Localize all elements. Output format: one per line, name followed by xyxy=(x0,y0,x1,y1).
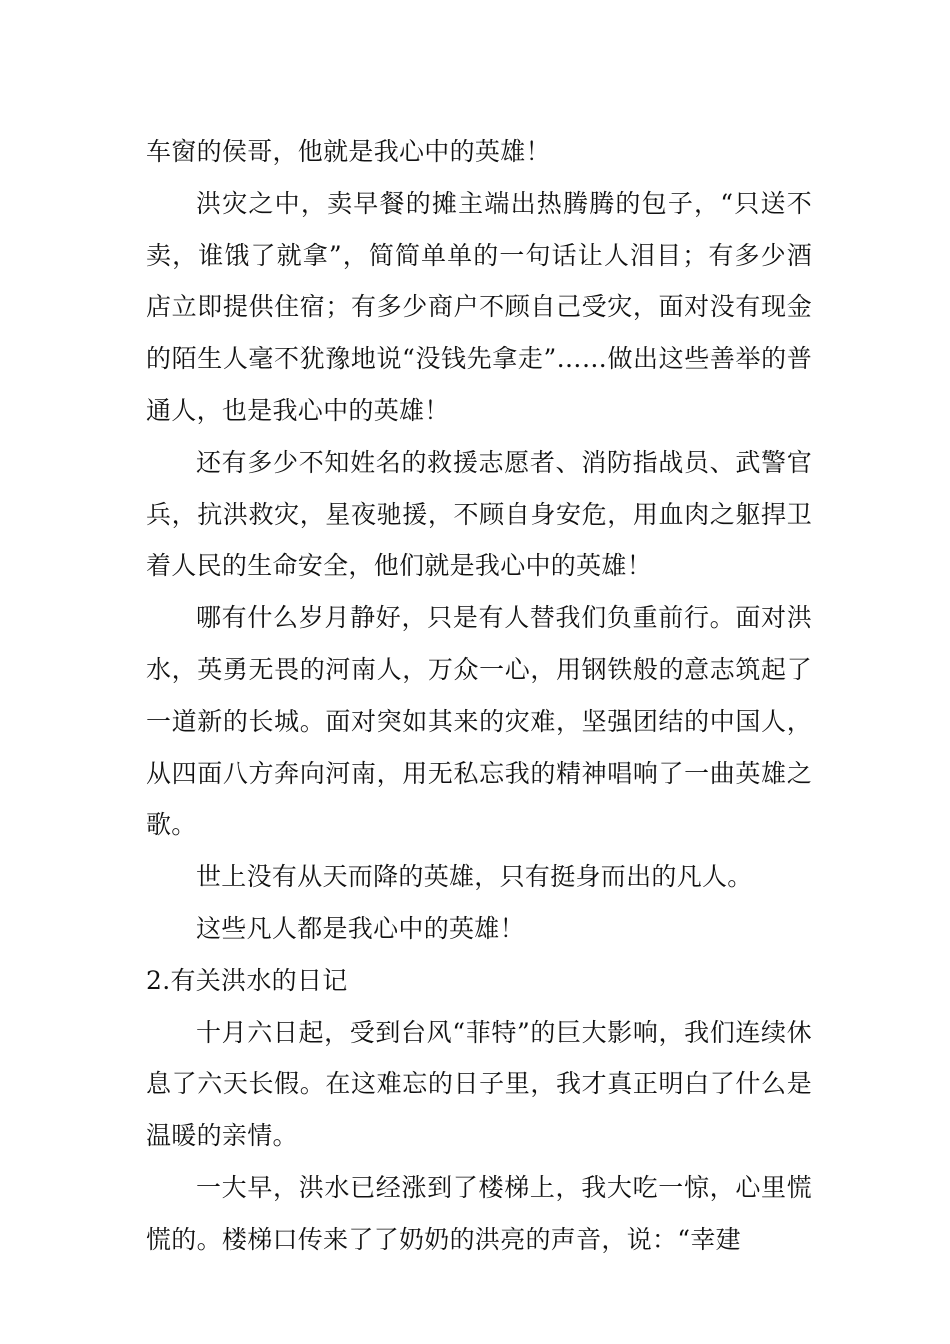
paragraph-continuation: 车窗的侯哥，他就是我心中的英雄！ xyxy=(146,137,551,166)
paragraph-henan-people: 哪有什么岁月静好，只是有人替我们负重前行。面对洪水，英勇无畏的河南人，万众一心，用钢铁般的意志筑起了一道新的长城。面对突如其来的灾难，坚强团结的中国人，从四面八方奔向河南，用无私忘我的精神唱响了一曲英雄之歌。 xyxy=(146,603,812,840)
section-heading: 2.有关洪水的日记 xyxy=(146,965,348,995)
paragraph-breakfast-vendor: 洪灾之中，卖早餐的摊主端出热腾腾的包子，“只送不卖，谁饿了就拿”，简简单单的一句话让人泪目；有多少酒店立即提供住宿；有多少商户不顾自己受灾，面对没有现金的陌生人毫不犹豫地说“没钱先拿走”……做出这些善举的普通人，也是我心中的英雄！ xyxy=(146,188,812,425)
paragraph-typhoon: 十月六日起，受到台风“菲特”的巨大影响，我们连续休息了六天长假。在这难忘的日子里，我才真正明白了什么是温暖的亲情。 xyxy=(146,1017,812,1151)
document-body xyxy=(146,126,812,1266)
paragraph-ordinary-heroes: 世上没有从天而降的英雄，只有挺身而出的凡人。 xyxy=(196,862,753,892)
paragraph-closing: 这些凡人都是我心中的英雄！ xyxy=(196,913,525,943)
paragraph-rescuers: 还有多少不知姓名的救援志愿者、消防指战员、武警官兵，抗洪救灾，星夜驰援，不顾自身安危，用血肉之躯捍卫着人民的生命安全，他们就是我心中的英雄！ xyxy=(146,447,812,581)
paragraph-morning-flood: 一大早，洪水已经涨到了楼梯上，我大吃一惊，心里慌慌的。楼梯口传来了了奶奶的洪亮的声音，说：“幸建 xyxy=(146,1172,812,1254)
